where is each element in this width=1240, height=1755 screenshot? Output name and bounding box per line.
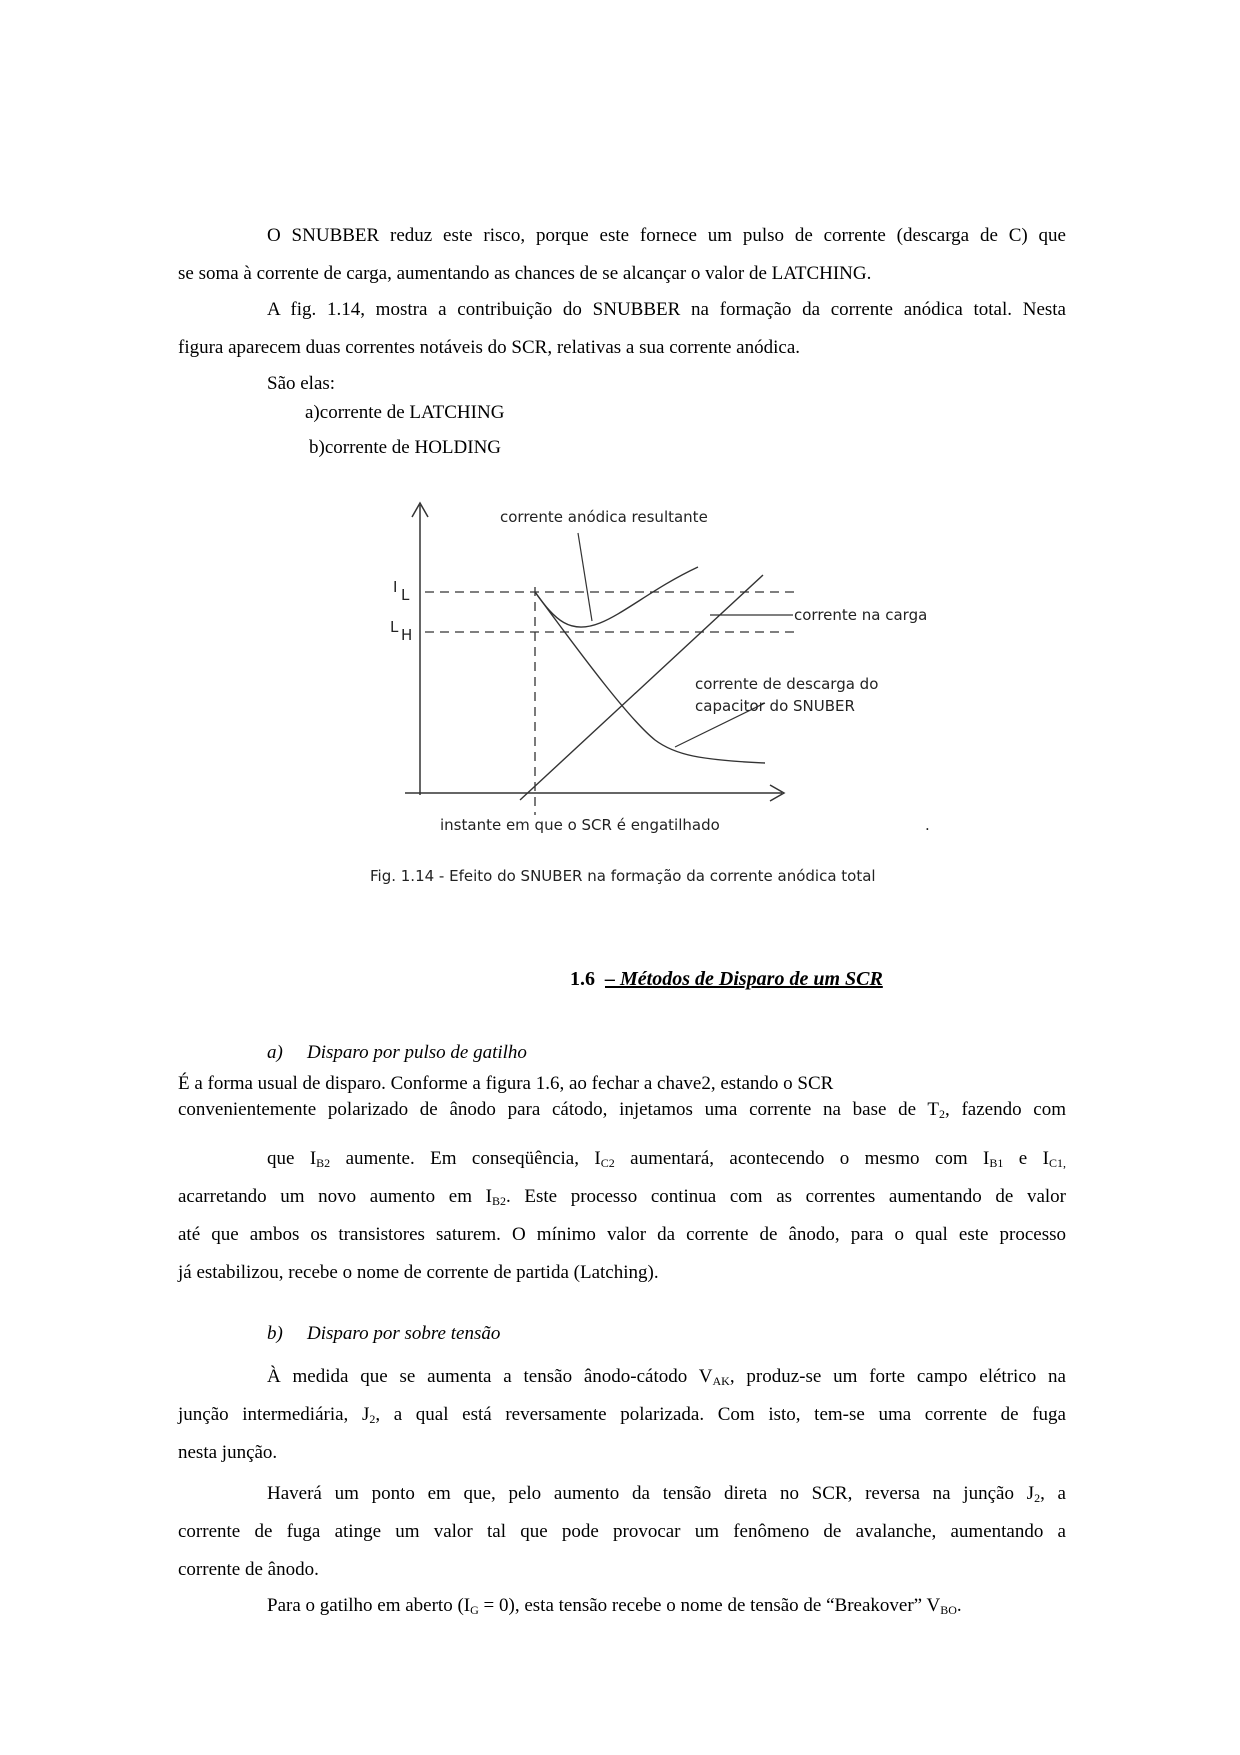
text-line: se soma à corrente de carga, aumentando as chances de se alcançar o valor de LATCHING. [178, 263, 872, 284]
text-line: acarretando um novo aumento em $I_{B2}$. Este processo continua com as correntes aumentando de valor [178, 1186, 1066, 1208]
text-line: O SNUBBER reduz este risco, porque este fornece um pulso de corrente (descarga de C) que [267, 225, 1066, 246]
figure-caption: Fig. 1.14 - Efeito do SNUBER na formação da corrente anódica total [370, 867, 876, 885]
label-LH: L [390, 618, 399, 636]
label-IL-sub: L [401, 586, 410, 604]
label-LH-sub: H [401, 626, 413, 644]
text-line: figura aparecem duas correntes notáveis do SCR, relativas a sua corrente anódica. [178, 337, 800, 358]
subheading-title: Disparo por pulso de gatilho [307, 1042, 527, 1063]
annotation-resultante: corrente anódica resultante [500, 508, 708, 526]
text-line: que $I_{B2}$ aumente. Em conseqüência, $I_{C2}$ aumentará, acontecendo o mesmo com $I_{B1}$ e $I_{C1,}$ [267, 1148, 1066, 1170]
text-line: até que ambos os transistores saturem. O mínimo valor da corrente de ânodo, para o qual este processo [178, 1224, 1066, 1245]
section-title: – Métodos de Disparo de um SCR [605, 968, 883, 990]
intro-text: São elas: [267, 373, 336, 394]
annotation-descarga-1: corrente de descarga do [695, 675, 879, 693]
text-line: É a forma usual de disparo. Conforme a figura 1.6, ao fechar a chave2, estando o SCR [178, 1073, 834, 1094]
figure-1-14-diagram [370, 495, 950, 915]
subheading-title: Disparo por sobre tensão [307, 1323, 501, 1344]
paragraph-a-body [178, 1140, 1066, 1292]
list-item-holding: b)corrente de HOLDING [309, 437, 502, 458]
paragraph-snubber-intro [178, 217, 1066, 293]
paragraph-fig-reference [178, 291, 1066, 367]
resultant-current-curve [535, 567, 698, 627]
annotation-carga: corrente na carga [794, 606, 928, 624]
x-axis [405, 785, 784, 801]
text-line: já estabilizou, recebe o nome de corrente de partida (Latching). [178, 1262, 659, 1283]
paragraph-b-1 [178, 1358, 1066, 1472]
list-item-latching: a)corrente de LATCHING [305, 402, 505, 423]
annotation-descarga-2: capacitor do SNUBER [695, 697, 855, 715]
text-line: nesta junção. [178, 1442, 278, 1463]
text-line: A fig. 1.14, mostra a contribuição do SNUBBER na formação da corrente anódica total. Nesta [267, 299, 1066, 320]
text-line: convenientemente polarizado de ânodo para cátodo, injetamos uma corrente na base de $T_2$, fazendo com [178, 1099, 1066, 1121]
text-line: À medida que se aumenta a tensão ânodo-cátodo $V_{AK}$, produz-se um forte campo elétrico na [267, 1366, 1066, 1388]
subheading-label: a) [267, 1042, 283, 1063]
label-IL: I [393, 578, 398, 596]
subheading-a [267, 1042, 527, 1064]
stray-dot: . [925, 816, 930, 834]
text-line: corrente de fuga atinge um valor tal que pode provocar um fenômeno de avalanche, aumentando a [178, 1521, 1066, 1542]
subheading-b [267, 1323, 500, 1345]
leader-line-resultante [578, 533, 592, 621]
paragraph-b-2 [178, 1475, 1066, 1589]
subheading-label: b) [267, 1323, 283, 1344]
text-line: junção intermediária, $J_2$, a qual está reversamente polarizada. Com isto, tem-se uma corrente de fuga [178, 1404, 1066, 1426]
paragraph-a-intro [178, 1071, 1066, 1123]
text-line: Haverá um ponto em que, pelo aumento da tensão direta no SCR, reversa na junção $J_2$, a [267, 1483, 1066, 1505]
text-line: corrente de ânodo. [178, 1559, 319, 1580]
y-axis [412, 503, 428, 795]
paragraph-b-3: Para o gatilho em aberto $(I_G = 0)$, esta tensão recebe o nome de tensão de “Breakover” $V_{BO}$. [267, 1595, 962, 1617]
section-number: 1.6 [570, 968, 595, 990]
section-heading [570, 968, 883, 991]
annotation-instante: instante em que o SCR é engatilhado [440, 816, 720, 834]
